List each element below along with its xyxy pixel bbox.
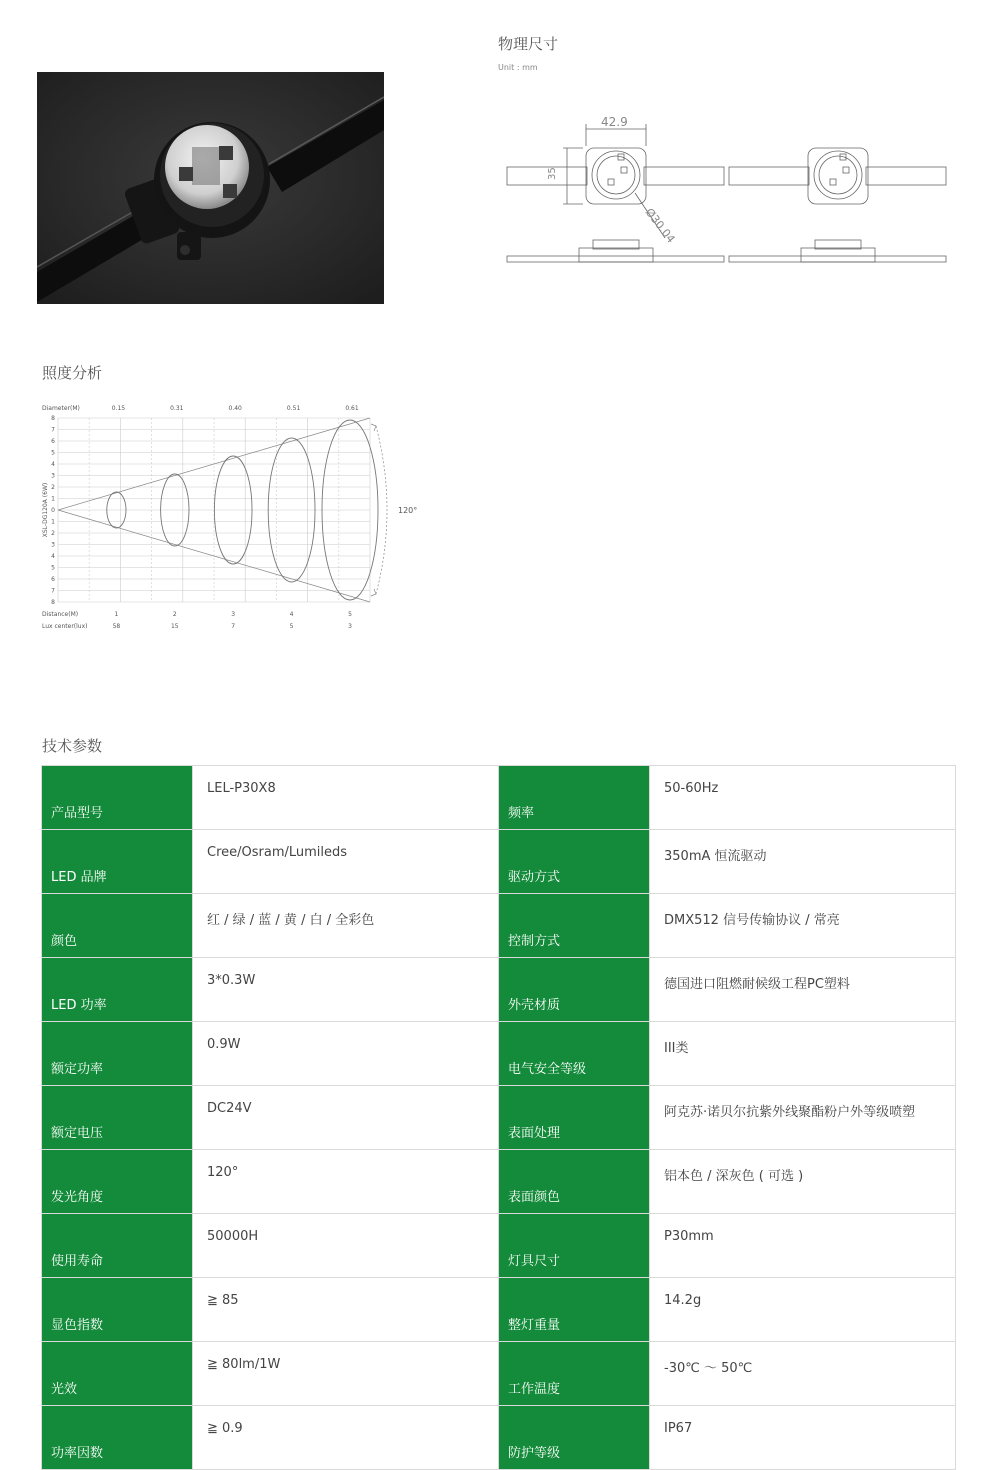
spec-value: 德国进口阻燃耐候级工程PC塑料 [650,958,956,1022]
y-tick-label: 5 [51,449,55,457]
spec-value: DMX512 信号传输协议 / 常亮 [650,894,956,958]
spec-value: DC24V [193,1086,499,1150]
lux-value: 3 [348,623,352,630]
y-tick-label: 7 [51,426,55,434]
spec-row [42,1022,956,1086]
spec-value: 铝本色 / 深灰色 ( 可选 ) [650,1150,956,1214]
diameter-dim-label: Ø30.04 [642,205,678,246]
specs-title: 技术参数 [42,737,103,755]
spec-value: Cree/Osram/Lumileds [193,830,499,894]
spec-value: 红 / 绿 / 蓝 / 黄 / 白 / 全彩色 [193,894,499,958]
spec-value: 50000H [193,1214,499,1278]
dimensions-title: 物理尺寸 [498,35,559,53]
y-tick-label: 7 [51,587,55,595]
spec-row [42,1342,956,1406]
spec-label: 驱动方式 [499,830,650,894]
y-axis-label: XSL-DG120A (6W) [42,482,49,538]
spec-label: 发光角度 [42,1150,193,1214]
y-tick-label: 3 [51,472,55,480]
y-tick-label: 2 [51,484,55,491]
distance-value: 2 [172,611,177,618]
spec-value: 0.9W [193,1022,499,1086]
spec-value: P30mm [650,1214,956,1278]
spec-label: 颜色 [42,894,193,958]
beam-chart [38,396,438,636]
beam-angle-label: 120° [398,506,418,515]
spec-value: III类 [650,1022,956,1086]
spec-label: 控制方式 [499,894,650,958]
spec-label: 工作温度 [499,1342,650,1406]
lux-value: 7 [231,623,236,630]
y-tick-label: 6 [51,576,55,583]
distance-axis-label: Distance(M) [42,611,79,618]
spec-label: 额定功率 [42,1022,193,1086]
unit-label: Unit : mm [498,63,538,72]
y-tick-label: 0 [51,507,55,514]
diameter-value: 0.15 [111,405,126,412]
lux-axis-label: Lux center(lux) [42,623,88,630]
distance-value: 5 [348,611,352,618]
illuminance-title: 照度分析 [42,364,103,382]
spec-label: 频率 [499,766,650,830]
spec-value: 阿克苏·诺贝尔抗紫外线聚酯粉户外等级喷塑 [650,1086,956,1150]
height-dim-label: 35 [547,167,558,180]
y-tick-label: 1 [51,518,55,526]
spec-row [42,1278,956,1342]
y-tick-label: 4 [51,461,55,468]
spec-label: 外壳材质 [499,958,650,1022]
lux-value: 15 [170,623,179,630]
diameter-value: 0.51 [286,405,301,412]
spec-row [42,1406,956,1470]
y-tick-label: 8 [51,599,55,606]
y-tick-label: 6 [51,438,55,445]
spec-value: 14.2g [650,1278,956,1342]
y-tick-label: 8 [51,415,55,422]
spec-label: 整灯重量 [499,1278,650,1342]
spec-row [42,894,956,958]
spec-row [42,1214,956,1278]
spec-label: 使用寿命 [42,1214,193,1278]
spec-value: ≧ 80lm/1W [193,1342,499,1406]
spec-label: 光效 [42,1342,193,1406]
spec-label: 额定电压 [42,1086,193,1150]
y-tick-label: 3 [51,541,55,549]
spec-label: LED 品牌 [42,830,193,894]
spec-value: IP67 [650,1406,956,1470]
y-tick-label: 4 [51,553,55,560]
spec-row [42,958,956,1022]
spec-label: 表面颜色 [499,1150,650,1214]
distance-value: 3 [231,611,236,618]
spec-label: 功率因数 [42,1406,193,1470]
lux-value: 5 [289,623,294,630]
spec-label: 显色指数 [42,1278,193,1342]
spec-label: 表面处理 [499,1086,650,1150]
spec-label: 灯具尺寸 [499,1214,650,1278]
spec-row [42,1086,956,1150]
diameter-value: 0.31 [170,405,184,412]
spec-label: 电气安全等级 [499,1022,650,1086]
diameter-value: 0.40 [228,405,242,412]
spec-value: ≧ 0.9 [193,1406,499,1470]
distance-value: 1 [114,611,119,618]
product-photo [37,72,384,304]
distance-value: 4 [289,611,294,618]
spec-label: LED 功率 [42,958,193,1022]
spec-value: LEL-P30X8 [193,766,499,830]
lux-value: 58 [112,623,121,630]
spec-label: 防护等级 [499,1406,650,1470]
spec-row [42,830,956,894]
spec-value: 50-60Hz [650,766,956,830]
spec-row [42,1150,956,1214]
spec-label: 产品型号 [42,766,193,830]
width-dim-label: 42.9 [601,115,628,129]
y-tick-label: 5 [51,564,55,572]
spec-value: 3*0.3W [193,958,499,1022]
y-tick-label: 1 [51,495,55,503]
spec-value: 350mA 恒流驱动 [650,830,956,894]
spec-row [42,766,956,830]
spec-value: -30℃ ～ 50℃ [650,1342,956,1406]
spec-value: 120° [193,1150,499,1214]
diameter-value: 0.61 [345,405,359,412]
y-tick-label: 2 [51,530,55,537]
diameter-axis-label: Diameter(M) [42,405,80,412]
spec-value: ≧ 85 [193,1278,499,1342]
spec-table [41,765,956,1470]
dimension-drawing [505,108,950,278]
